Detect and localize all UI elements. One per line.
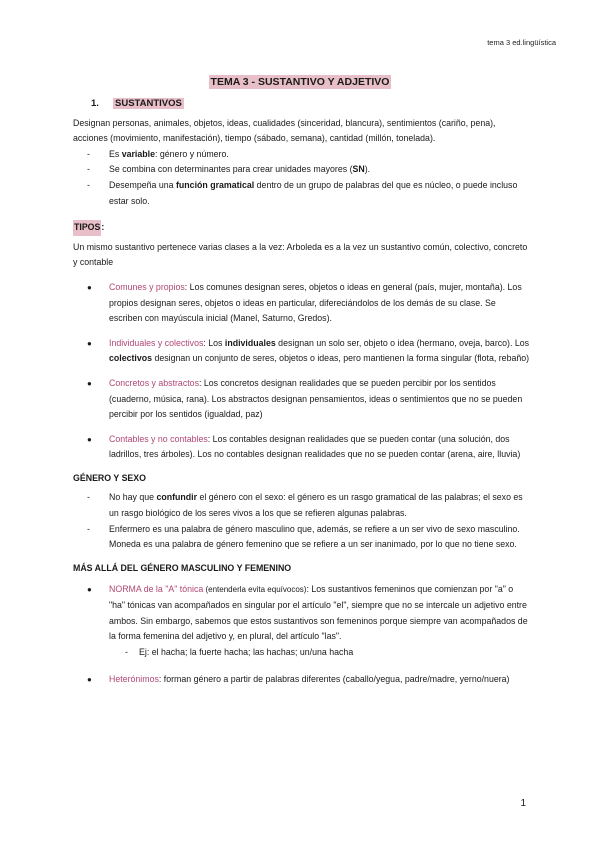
- intro-paragraph: Designan personas, animales, objetos, ideas, cualidades (sinceridad, blancura), sentimientos (cariño, pena), acciones (movimiento, manifestación), tiempo (sábado, semana), cantidad (millón, tonelada).: [73, 117, 496, 144]
- list-item: - Se combina con determinantes para crear unidades mayores (SN).: [87, 162, 531, 178]
- list-item: ● Contables y no contables: Los contables designan realidades que se pueden contar (una solución, dos ladrillos, tres árboles). Los no contables designan realidades que no se pueden contar (arena, aire, lluvia): [87, 432, 531, 463]
- genero-heading: GÉNERO Y SEXO: [73, 472, 147, 483]
- tipos-heading: TIPOS: [73, 220, 101, 236]
- running-header: tema 3 ed.lingüística: [487, 38, 556, 47]
- list-item: ● NORMA de la "A" tónica (entenderla evita equívocos): Los sustantivos femeninos que comienzan por "a" o "ha" tónicas van acompañados en singular por el artículo "el", siempre que no se intercale un adjetivo entre ambos. Sin embargo, sabemos que estos sustantivos son femeninos porque siempre van acompañados de la forma femenina del adjetivo y, en plural, del artículo "las". - Ej: el hacha; la fuerte hacha; las hachas; un/una hacha: [87, 582, 531, 660]
- tipos-heading-row: TIPOS:: [73, 213, 531, 240]
- list-item: - Es variable: género y número.: [87, 147, 531, 163]
- properties-list: [73, 147, 531, 209]
- genero-list: [73, 490, 531, 552]
- content: [73, 96, 531, 688]
- section-heading-sustantivos: [91, 96, 531, 112]
- list-item: ● Concretos y abstractos: Los concretos designan realidades que se pueden percibir por los sentidos (cuaderno, música, rana). Los abstractos designan pensamientos, ideas o sentimientos que no se pueden percibir por los sentidos (igualdad, paz): [87, 376, 531, 423]
- list-item: ● Individuales y colectivos: Los individuales designan un solo ser, objeto o idea (hermano, oveja, barco). Los colectivos designan un conjunto de seres, objetos o ideas, pero mantienen la forma singular (flota, rebaño): [87, 336, 531, 367]
- list-item: - No hay que confundir el género con el sexo: el género es un rasgo gramatical de las palabras; el sexo es un rasgo biológico de los seres vivos a los que se refieren algunas palabras.: [87, 490, 531, 521]
- section-number: 1.: [91, 98, 99, 109]
- list-item: - Desempeña una función gramatical dentro de un grupo de palabras del que es núcleo, o puede incluso estar solo.: [87, 178, 531, 209]
- mas-alla-list: [73, 582, 531, 688]
- list-item: - Enfermero es una palabra de género masculino que, además, se refiere a un ser vivo de sexo masculino. Moneda es una palabra de género femenino que se refiere a un ser inanimado, por lo que no tiene sexo.: [87, 522, 531, 553]
- list-item: ● Comunes y propios: Los comunes designan seres, objetos o ideas en general (país, mujer, montaña). Los propios designan seres, objetos o ideas en particular, difereciándolos de los demás de su clase. Se escriben con mayúscula inicial (Manel, Saturno, Gredos).: [87, 280, 531, 327]
- example-item: - Ej: el hacha; la fuerte hacha; las hachas; un/una hacha: [125, 645, 531, 661]
- list-item: ● Heterónimos: forman género a partir de palabras diferentes (caballo/yegua, padre/madre, yerno/nuera): [87, 672, 531, 688]
- title-text: TEMA 3 - SUSTANTIVO Y ADJETIVO: [210, 76, 390, 88]
- section-label: SUSTANTIVOS: [115, 98, 182, 109]
- tipos-list: [73, 280, 531, 463]
- page-title: [0, 76, 600, 88]
- example-list: [109, 645, 531, 661]
- tipos-intro: Un mismo sustantivo pertenece varias clases a la vez: Arboleda es a la vez un sustantivo común, colectivo, concreto y contable: [73, 241, 528, 268]
- mas-alla-heading: MÁS ALLÁ DEL GÉNERO MASCULINO Y FEMENINO: [73, 562, 292, 573]
- page-number: 1: [520, 798, 526, 809]
